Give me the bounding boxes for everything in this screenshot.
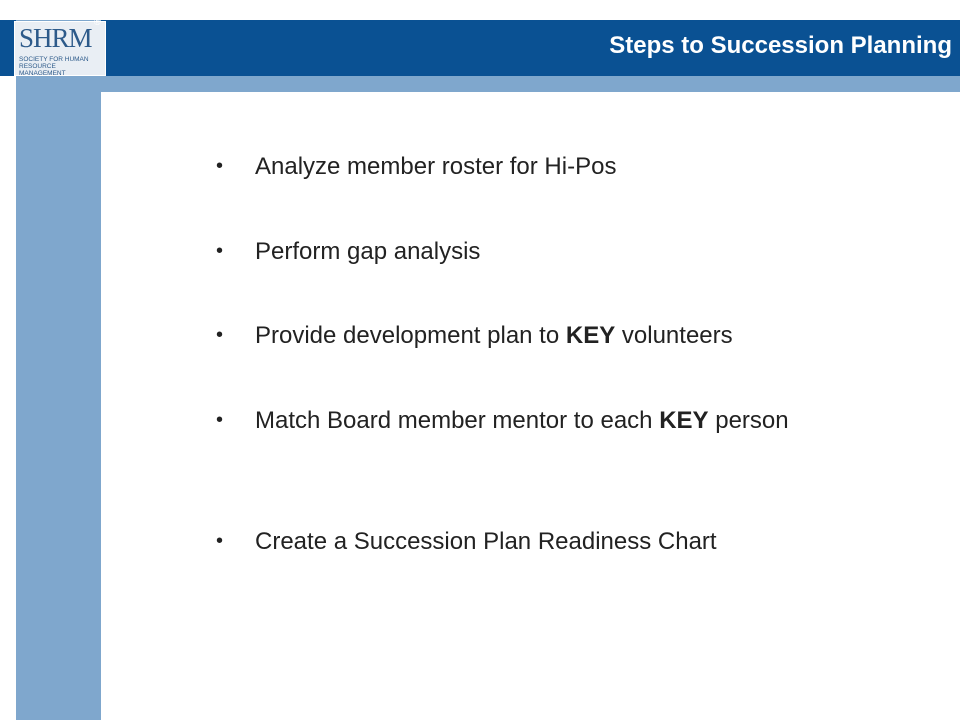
bullet-text: Create a Succession Plan Readiness Chart [255, 528, 717, 555]
top-margin [0, 0, 960, 20]
logo-tagline: SOCIETY FOR HUMAN RESOURCE MANAGEMENT [19, 56, 89, 77]
bullet-item [216, 406, 815, 435]
slide-title: Steps to Succession Planning [609, 32, 952, 59]
left-sidebar-bar [16, 20, 101, 720]
bullet-marker: • [216, 530, 224, 552]
bullet-item [216, 237, 855, 266]
bullet-marker: • [216, 409, 224, 431]
logo-mark: SHRM [19, 23, 92, 53]
bullet-marker: • [216, 155, 224, 177]
bullet-item [216, 152, 855, 181]
bullet-marker: • [216, 240, 224, 262]
registered-mark: ® [94, 17, 101, 27]
bullet-text: Match Board member mentor to each KEY person [255, 407, 789, 434]
shrm-logo [14, 21, 106, 76]
bullet-text: Analyze member roster for Hi-Pos [255, 153, 617, 180]
bullet-text: Perform gap analysis [255, 238, 481, 265]
bullet-item [216, 321, 855, 350]
bullet-item [216, 527, 855, 556]
bullet-text: Provide development plan to KEY volunteers [255, 322, 733, 349]
header-accent-strip [16, 76, 960, 92]
bullet-marker: • [216, 324, 224, 346]
